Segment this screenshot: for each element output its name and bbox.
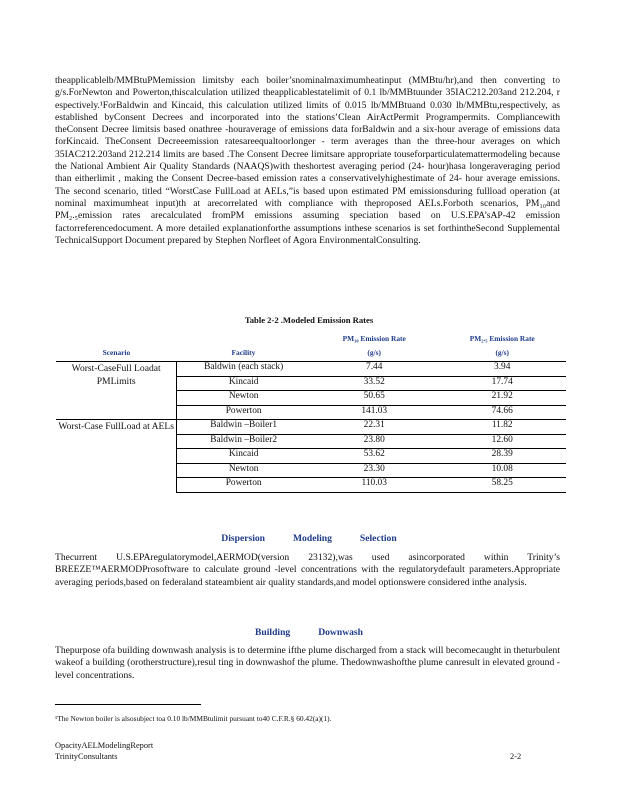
pm25-cell: 12.60 [438, 434, 566, 449]
pm10-cell: 50.65 [310, 391, 438, 406]
pm25-cell: 28.39 [438, 449, 566, 464]
pm10-cell: 23.80 [310, 434, 438, 449]
pm10-cell: 22.31 [310, 420, 438, 435]
page-number: 2-2 [510, 752, 522, 761]
pm25-cell: 17.74 [438, 376, 566, 391]
table-header-row-1 [56, 334, 566, 348]
pm10-cell: 7.44 [310, 362, 438, 377]
pm10-cell: 53.62 [310, 449, 438, 464]
section-heading-dispersion [0, 533, 618, 544]
heading-word: Modeling [293, 533, 332, 544]
pm25-cell: 11.82 [438, 420, 566, 435]
pm10-cell: 141.03 [310, 405, 438, 420]
pm10-cell: 110.03 [310, 478, 438, 493]
facility-cell: Newton [177, 391, 310, 406]
pm10-header: PM₁₀ Emission Rate [342, 334, 406, 343]
table-header-row-2 [56, 348, 566, 362]
facility-cell: Baldwin –Boiler1 [177, 420, 310, 435]
heading-word: Building [255, 627, 291, 638]
facility-cell: Powerton [177, 478, 310, 493]
footnote: ¹The Newton boiler is alsosubject toa 0.10 lb/MMBtulimit pursuant to40 C.F.R.§ 60.42(a)(1). [55, 714, 332, 723]
table-row [56, 420, 566, 435]
paragraph-dispersion: Thecurrent U.S.EPAregulatorymodel,AERMOD(version 23132),was used asincorporated within Trinity’s BREEZE™AERMODProsoftware to calculate ground -level concentrations with the regulatorydefault parameters.Appropriate averaging periods,based on federaland stateambient air quality standards,and model optionswere considered inthe analysis. [55, 552, 560, 588]
heading-word: Selection [359, 533, 397, 544]
pm25-cell: 58.25 [438, 478, 566, 493]
pm10-cell: 23.30 [310, 463, 438, 478]
facility-header: Facility [177, 348, 310, 362]
footnote-divider [55, 704, 201, 705]
paragraph-emission-methodology: theapplicablelb/MMBtuPMemission limitsby each boiler’snominalmaximumheatinput (MMBtu/hr),and then converting to g/s.ForNewton and Powerton,thiscalculation utilized theapplicablestatelimit of 0.1 lb/MMBtuunder 35IAC212.203and 212.204, r espectively.¹ForBaldwin and Kincaid, this calculation utilized limits of 0.015 lb/MMBtuand 0.030 lb/MMBtu,respectively, as established byConsent Decrees and incorporated into the stations’Clean AirActPermit Programpermits. Compliancewith theConsent Decree limitsis based onathree -houraverage of emissions data forBaldwin and a six-hour average of emissions data forKincaid. TheConsent Decreeemission ratesareequaltoorlonger - term averages than the three-hour averages on which 35IAC212.203and 212.214 limits are based .The Consent Decree limitsare appropriate touseforparticulatemattermodeling because the National Ambient Air Quality Standards (NAAQS)with theshortest averaging period (24- hour)hasa longeraveraging period than eitherlimit , making the Consent Decree-based emission rates a conservativelyhighestimate of 24- hour average emissions. The second scenario, titled “WorstCase FullLoad at AELs,”is based upon estimated PM emissionsduring fullload operation (at nominal maximumheat input)th at arecorrelated with compliance with theproposed AELs.Forboth scenarios, PM₁₀and PM₂.₅emission rates arecalculated fromPM emissions assuming speciation based on U.S.EPA’sAP-42 emission factorreferencedocument. A more detailed explanationforthe assumptions inthese scenarios is set forthintheSecond Supplemental TechnicalSupport Document prepared by Stephen Norfleet of Agora EnvironmentalConsulting. [55, 75, 560, 246]
pm10-units: (g/s) [310, 348, 438, 362]
facility-cell: Baldwin (each stack) [177, 362, 310, 377]
pm25-header: PM₂.₅ Emission Rate [469, 334, 535, 343]
table-caption: Table 2-2 .Modeled Emission Rates [244, 315, 374, 325]
section-heading-downwash [0, 627, 618, 638]
paragraph-downwash: Thepurpose ofa building downwash analysis is to determine ifthe plume discharged from a stack will becomecaught in theturbulent wakeof a building (orotherstructure),resul ting in downwashof the plume. Thedownwashofthe plume canresult in elevated ground -level concentrations. [55, 645, 560, 681]
facility-cell: Newton [177, 463, 310, 478]
pm10-cell: 33.52 [310, 376, 438, 391]
pm25-units: (g/s) [438, 348, 566, 362]
heading-word: Downwash [318, 627, 363, 638]
facility-cell: Kincaid [177, 449, 310, 464]
footer-report-title: OpacityAELModelingReport [55, 741, 154, 750]
table-row [56, 362, 566, 377]
pm25-cell: 21.92 [438, 391, 566, 406]
heading-word: Dispersion [221, 533, 265, 544]
facility-cell: Baldwin –Boiler2 [177, 434, 310, 449]
pm25-cell: 10.08 [438, 463, 566, 478]
facility-cell: Powerton [177, 405, 310, 420]
pm25-cell: 3.94 [438, 362, 566, 377]
emission-rates-table [56, 334, 566, 493]
scenario-cell: Worst-CaseFull Loadat PMLimits [56, 362, 177, 420]
footer-company: TrinityConsultants [55, 752, 118, 761]
scenario-header: Scenario [56, 348, 177, 362]
facility-cell: Kincaid [177, 376, 310, 391]
scenario-cell: Worst-Case FullLoad at AELs [56, 420, 177, 493]
pm25-cell: 74.66 [438, 405, 566, 420]
